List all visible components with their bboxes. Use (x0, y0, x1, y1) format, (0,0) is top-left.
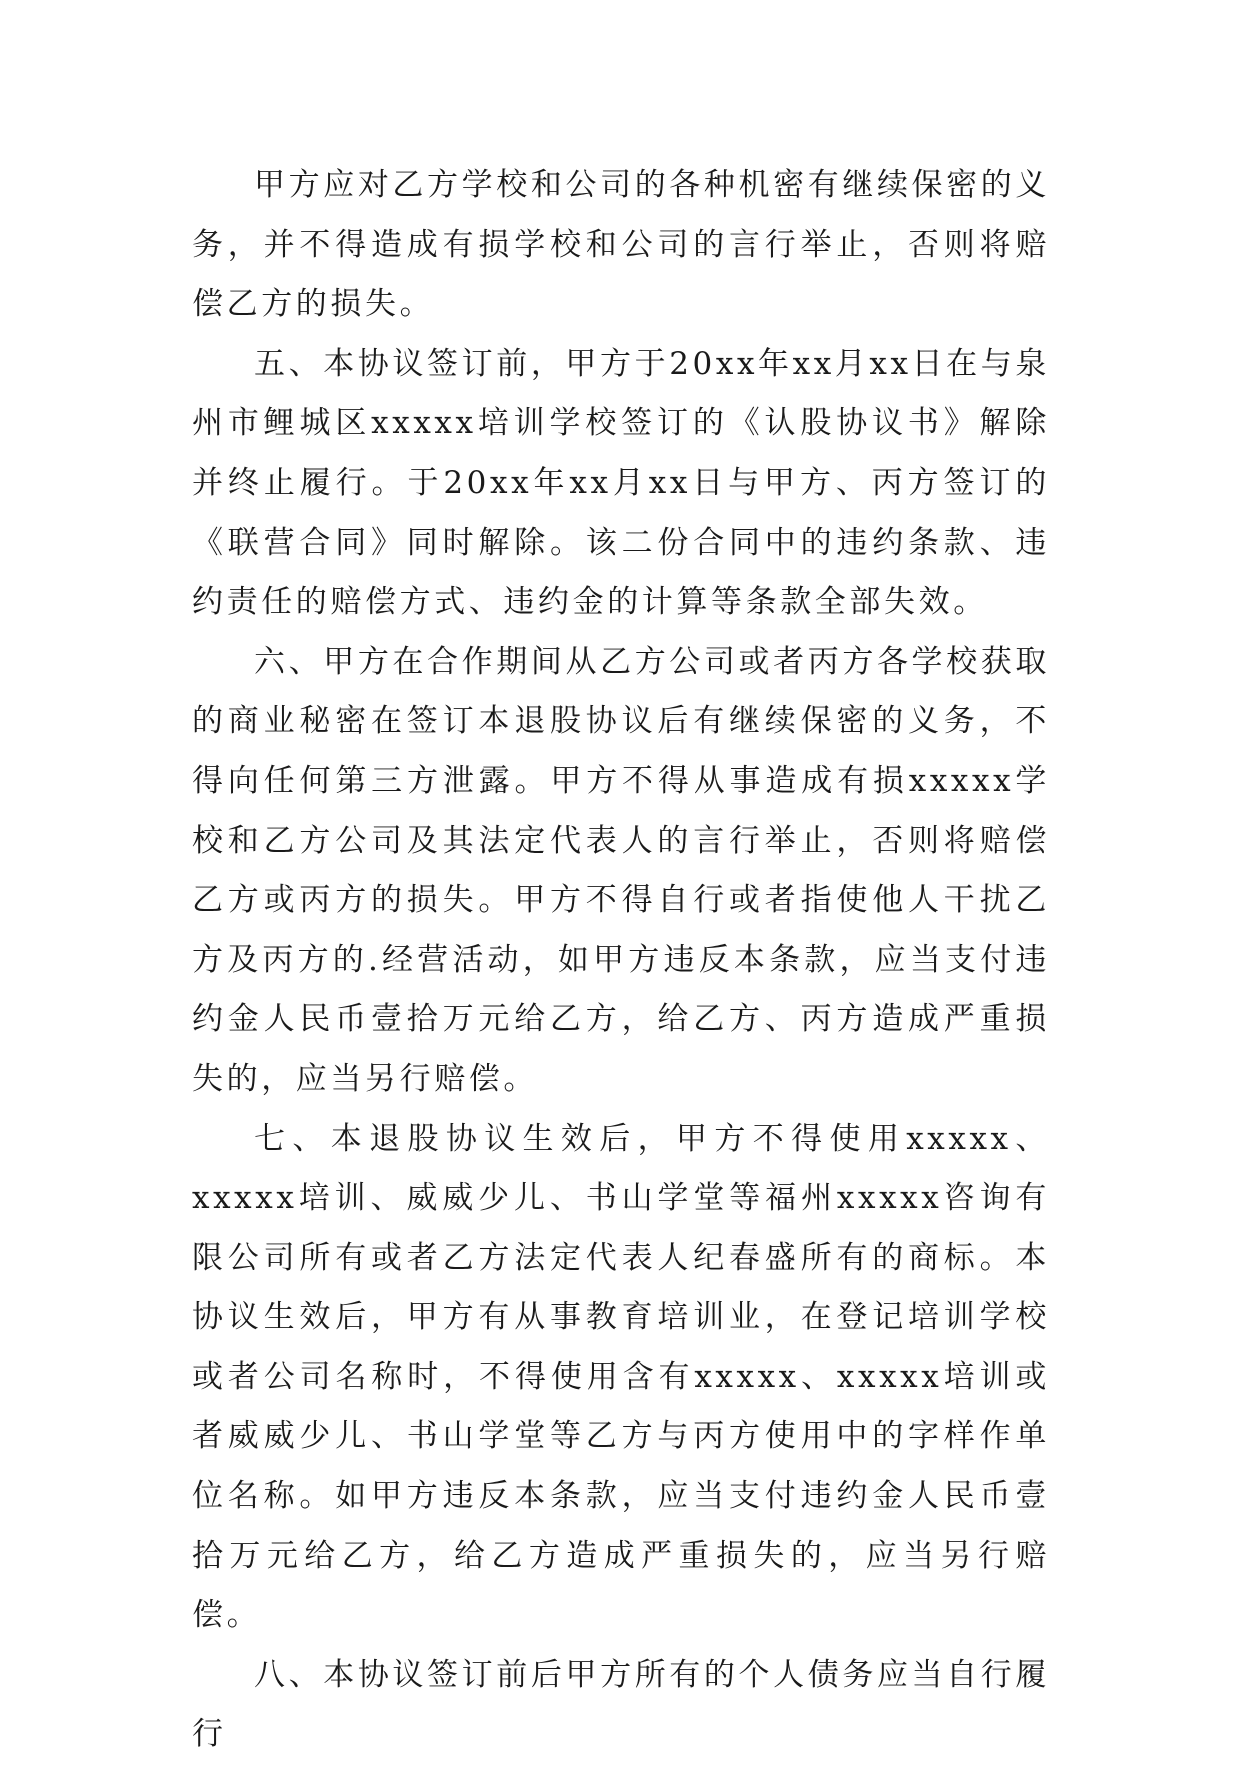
paragraph-clause-5: 五、本协议签订前，甲方于20xx年xx月xx日在与泉州市鲤城区xxxxx培训学校签订的《认股协议书》解除并终止履行。于20xx年xx月xx日与甲方、丙方签订的《联营合同》同时解除。该二份合同中的违约条款、违约责任的赔偿方式、违约金的计算等条款全部失效。 (192, 345, 1050, 621)
paragraph-clause-7: 七、本退股协议生效后，甲方不得使用xxxxx、xxxxx培训、威威少儿、书山学堂等福州xxxxx咨询有限公司所有或者乙方法定代表人纪春盛所有的商标。本协议生效后，甲方有从事教育培训业，在登记培训学校或者公司名称时，不得使用含有xxxxx、xxxxx培训或者威威少儿、书山学堂等乙方与丙方使用中的字样作单位名称。如甲方违反本条款，应当支付违约金人民币壹拾万元给乙方，给乙方造成严重损失的，应当另行赔偿。 (192, 1120, 1050, 1634)
document-body (192, 156, 1050, 1765)
paragraph-clause-6: 六、甲方在合作期间从乙方公司或者丙方各学校获取的商业秘密在签订本退股协议后有继续保密的义务，不得向任何第三方泄露。甲方不得从事造成有损xxxxx学校和乙方公司及其法定代表人的言行举止，否则将赔偿乙方或丙方的损失。甲方不得自行或者指使他人干扰乙方及丙方的.经营活动，如甲方违反本条款，应当支付违约金人民币壹拾万元给乙方，给乙方、丙方造成严重损失的，应当另行赔偿。 (192, 643, 1050, 1097)
paragraph-confidentiality: 甲方应对乙方学校和公司的各种机密有继续保密的义务，并不得造成有损学校和公司的言行举止，否则将赔偿乙方的损失。 (192, 167, 1050, 323)
paragraph-clause-8: 八、本协议签订前后甲方所有的个人债务应当自行履行 (192, 1656, 1050, 1753)
